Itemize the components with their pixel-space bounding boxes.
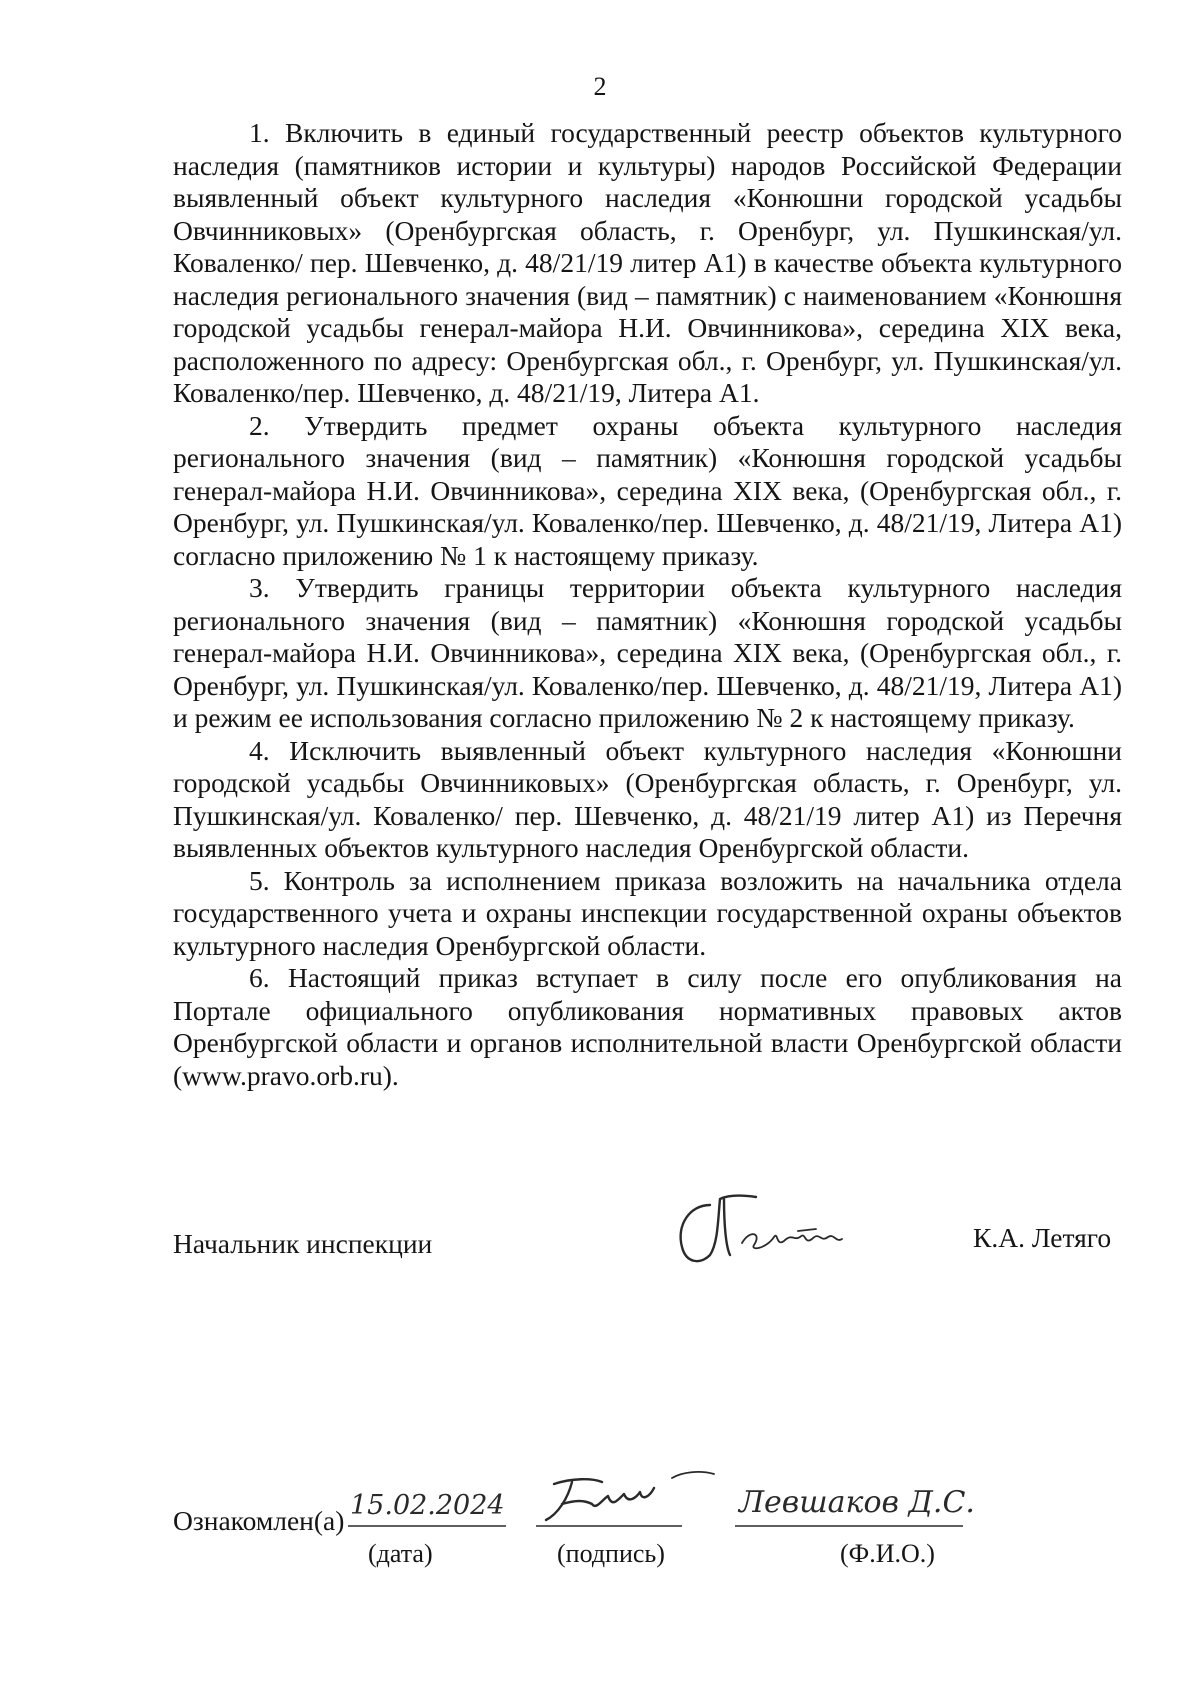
acknowledgement-signature	[532, 1470, 722, 1530]
order-item-5: 5. Контроль за исполнением приказа возложить на начальника отдела государственного учета и охраны инспекции государственной охраны объектов культурного наследия Оренбургской области.	[173, 864, 1122, 961]
acknowledgement-label: Ознакомлен(а)	[173, 1505, 345, 1536]
signature-caption: (подпись)	[557, 1539, 665, 1568]
order-body	[173, 117, 1122, 1092]
page-number: 2	[593, 72, 607, 101]
svg-text:15.02.2024: 15.02.2024	[350, 1490, 505, 1521]
date-caption: (дата)	[368, 1539, 433, 1568]
fio-caption: (Ф.И.О.)	[840, 1539, 935, 1568]
signatory-position: Начальник инспекции	[173, 1228, 433, 1259]
order-item-1: 1. Включить в единый государственный реестр объектов культурного наследия (памятников истории и культуры) народов Российской Федерации выявленный объект культурного наследия «Конюшни городской усадьбы Овчинниковых» (Оренбургская область, г. Оренбург, ул. Пушкинская/ул. Коваленко/ пер. Шевченко, д. 48/21/19 литер А1) в качестве объекта культурного наследия регионального значения (вид – памятник) с наименованием «Конюшня городской усадьбы генерал-майора Н.И. Овчинникова», середина XIX века, расположенного по адресу: Оренбургская обл., г. Оренбург, ул. Пушкинская/ул. Коваленко/пер. Шевченко, д. 48/21/19, Литера А1.	[173, 117, 1122, 408]
order-item-3: 3. Утвердить границы территории объекта культурного наследия регионального значения (вид – памятник) «Конюшня городской усадьбы генерал-майора Н.И. Овчинникова», середина XIX века, (Оренбургская обл., г. Оренбург, ул. Пушкинская/ул. Коваленко/пер. Шевченко, д. 48/21/19, Литера А1) и режим ее использования согласно приложению № 2 к настоящему приказу.	[173, 572, 1122, 733]
svg-text:Левшаков Д.С.: Левшаков Д.С.	[739, 1485, 975, 1520]
order-item-6: 6. Настоящий приказ вступает в силу после его опубликования на Портале официального опубликования нормативных правовых актов Оренбургской области и органов исполнительной власти Оренбургской области (www.pravo.orb.ru).	[173, 962, 1122, 1091]
order-item-4: 4. Исключить выявленный объект культурного наследия «Конюшни городской усадьбы Овчинниковых» (Оренбургская область, г. Оренбург, ул. Пушкинская/ул. Коваленко/ пер. Шевченко, д. 48/21/19 литер А1) из Перечня выявленных объектов культурного наследия Оренбургской области.	[173, 734, 1122, 863]
signatory-name: К.А. Летяго	[973, 1222, 1112, 1253]
head-signature	[670, 1185, 870, 1275]
order-item-2: 2. Утвердить предмет охраны объекта культурного наследия регионального значения (вид – памятник) «Конюшня городской усадьбы генерал-майора Н.И. Овчинникова», середина XIX века, (Оренбургская обл., г. Оренбург, ул. Пушкинская/ул. Коваленко/пер. Шевченко, д. 48/21/19, Литера А1) согласно приложению № 1 к настоящему приказу.	[173, 409, 1122, 571]
acknowledgement-date-handwriting	[348, 1482, 508, 1528]
acknowledgement-fio-handwriting	[735, 1468, 1035, 1530]
